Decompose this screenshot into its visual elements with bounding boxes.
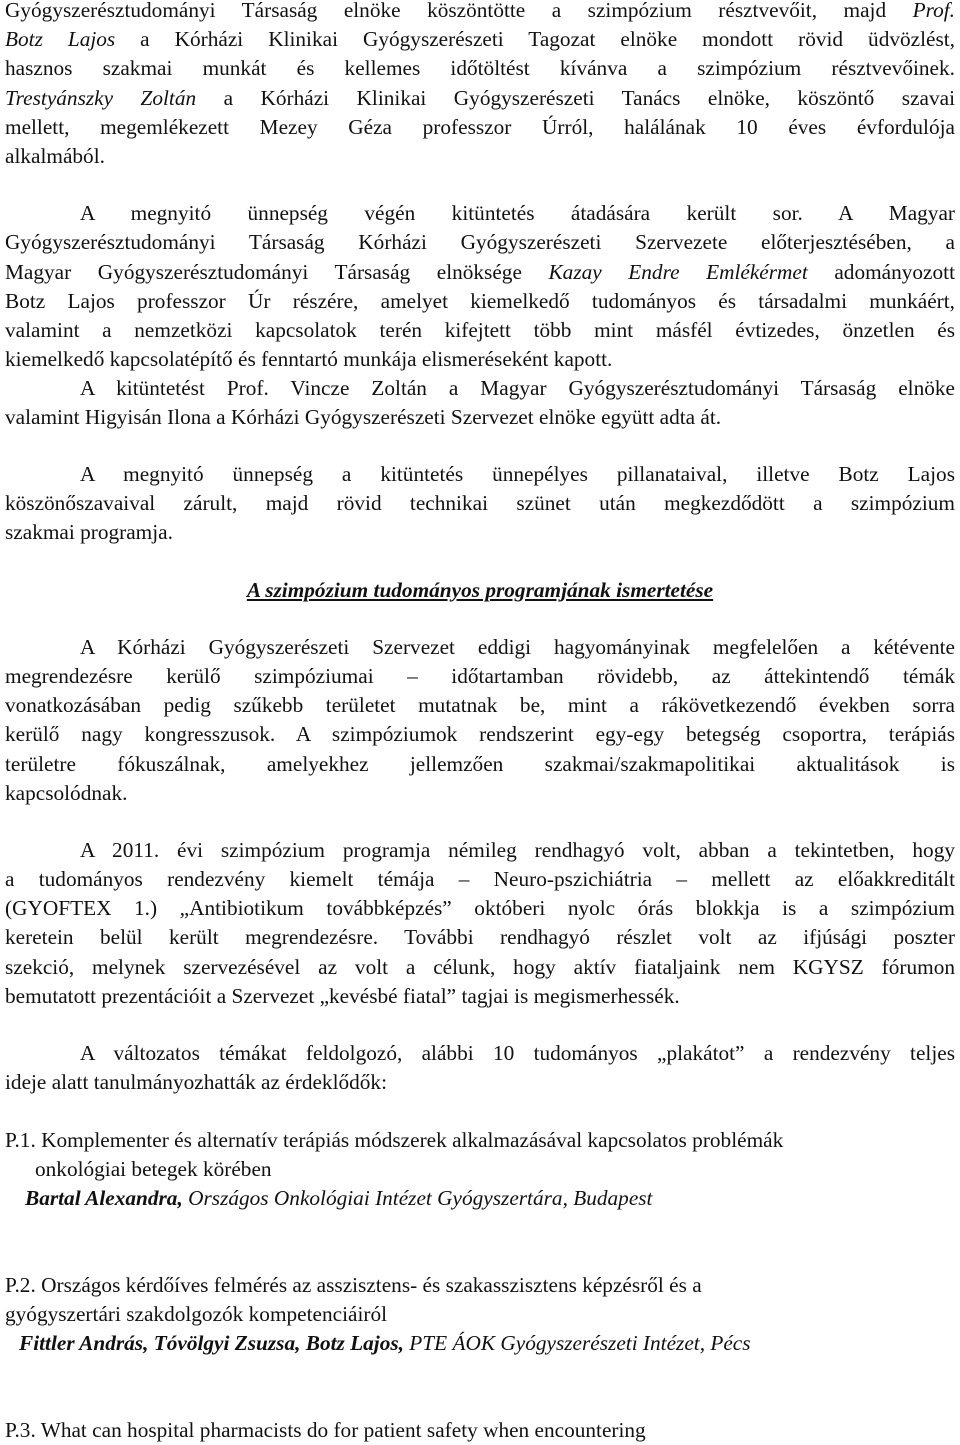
paragraph-5-line-3: (GYOFTEX 1.) „Antibiotikum továbbképzés” októberi nyolc órás blokkja is a szimpózium: [5, 896, 955, 920]
paragraph-4-line-3: vonatkozásában pedig szűkebb területet mutatnak be, mint a rákövetkezendő években sorra: [5, 693, 955, 717]
poster-1-title-line-1: P.1. Komplementer és alternatív terápiás módszerek alkalmazásával kapcsolatos problémák: [5, 1128, 784, 1152]
poster-2-authors: Fittler András, Tóvölgyi Zsuzsa, Botz Lajos, PTE ÁOK Gyógyszerészeti Intézet, Pécs: [19, 1331, 751, 1355]
paragraph-4-line-1: A Kórházi Gyógyszerészeti Szervezet eddigi hagyományinak megfelelően a kétévente: [80, 635, 955, 659]
paragraph-1-line-2: Botz Lajos a Kórházi Klinikai Gyógyszerészeti Tagozat elnöke mondott rövid üdvözlést,: [5, 27, 955, 51]
poster-3-title-line-1: P.3. What can hospital pharmacists do for patient safety when encountering: [5, 1418, 646, 1442]
paragraph-4-line-2: megrendezésre kerülő szimpóziumai – időtartamban rövidebb, az áttekintendő témák: [5, 664, 955, 688]
paragraph-2-line-7: A kitüntetést Prof. Vincze Zoltán a Magyar Gyógyszerésztudományi Társaság elnöke: [80, 376, 955, 400]
paragraph-1-line-6: alkalmából.: [5, 144, 105, 168]
paragraph-2-line-4: Botz Lajos professzor Úr részére, amelyet kiemelkedő tudományos és társadalmi munkáért,: [5, 289, 955, 313]
paragraph-4-line-6: kapcsolódnak.: [5, 781, 128, 805]
paragraph-2-line-3: Magyar Gyógyszerésztudományi Társaság elnöksége Kazay Endre Emlékérmet adományozott: [5, 260, 955, 284]
paragraph-2-line-2: Gyógyszerésztudományi Társaság Kórházi Gyógyszerészeti Szervezete előterjesztésében, a: [5, 230, 955, 254]
poster-1-authors: Bartal Alexandra, Országos Onkológiai Intézet Gyógyszertára, Budapest: [25, 1186, 653, 1210]
paragraph-5-line-1: A 2011. évi szimpózium programja némileg rendhagyó volt, abban a tekintetben, hogy: [80, 838, 955, 862]
paragraph-4-line-4: kerülő nagy kongresszusok. A szimpóziumok rendszerint egy-egy betegség csoportra, terápiás: [5, 722, 955, 746]
paragraph-5-line-6: bemutatott prezentációit a Szervezet „kevésbé fiatal” tagjai is megismerhessék.: [5, 984, 680, 1008]
paragraph-1-line-1: Gyógyszerésztudományi Társaság elnöke köszöntötte a szimpózium résztvevőit, majd Prof.: [5, 0, 955, 22]
paragraph-1-line-3: hasznos szakmai munkát és kellemes időtöltést kívánva a szimpózium résztvevőinek.: [5, 56, 955, 80]
poster-1-title-line-2: onkológiai betegek körében: [35, 1157, 272, 1181]
paragraph-3-line-2: köszönőszavaival zárult, majd rövid technikai szünet után megkezdődött a szimpózium: [5, 491, 955, 515]
paragraph-2-line-6: kiemelkedő kapcsolatépítő és fenntartó munkája elismeréseként kapott.: [5, 347, 613, 371]
paragraph-5-line-4: keretein belül került megrendezésre. További rendhagyó részlet volt az ifjúsági poszter: [5, 925, 955, 949]
section-title: A szimpózium tudományos programjának ismertetése: [246, 578, 714, 602]
paragraph-1-line-4: Trestyánszky Zoltán a Kórházi Klinikai Gyógyszerészeti Tanács elnöke, köszöntő szavai: [5, 86, 955, 110]
poster-2-title-line-2: gyógyszertári szakdolgozók kompetenciáiról: [5, 1302, 388, 1326]
paragraph-3-line-3: szakmai programja.: [5, 520, 173, 544]
paragraph-2-line-1: A megnyitó ünnepség végén kitüntetés átadására került sor. A Magyar: [80, 201, 955, 225]
paragraph-6-line-1: A változatos témákat feldolgozó, alábbi 10 tudományos „plakátot” a rendezvény teljes: [80, 1041, 955, 1065]
paragraph-4-line-5: területre fókuszálnak, amelyekhez jellemzően szakmai/szakmapolitikai aktualitások is: [5, 752, 955, 776]
poster-2-title-line-1: P.2. Országos kérdőíves felmérés az asszisztens- és szakasszisztens képzésről és a: [5, 1273, 702, 1297]
paragraph-3-line-1: A megnyitó ünnepség a kitüntetés ünnepélyes pillanataival, illetve Botz Lajos: [80, 462, 955, 486]
paragraph-6-line-2: ideje alatt tanulmányozhatták az érdeklődők:: [5, 1070, 388, 1094]
name-prof: Prof.: [912, 0, 955, 22]
name-botz-lajos: Botz Lajos: [5, 27, 116, 51]
paragraph-2-line-5: valamint a nemzetközi kapcsolatok terén kifejtett több mint másfél évtizedes, önzetlen és: [5, 318, 955, 342]
name-trestyanszky: Trestyánszky Zoltán: [5, 86, 197, 110]
award-name: Kazay Endre Emlékérmet: [548, 260, 808, 284]
paragraph-5-line-5: szekció, melynek szervezésével az volt a célunk, hogy aktív fiataljaink nem KGYSZ fórumon: [5, 955, 955, 979]
paragraph-1-line-5: mellett, megemlékezett Mezey Géza professzor Úrról, halálának 10 éves évfordulója: [5, 115, 955, 139]
paragraph-2-line-8: valamint Higyisán Ilona a Kórházi Gyógyszerészeti Szervezet elnöke együtt adta át.: [5, 405, 722, 429]
paragraph-5-line-2: a tudományos rendezvény kiemelt témája – Neuro-pszichiátria – mellett az előakkreditált: [5, 867, 955, 891]
